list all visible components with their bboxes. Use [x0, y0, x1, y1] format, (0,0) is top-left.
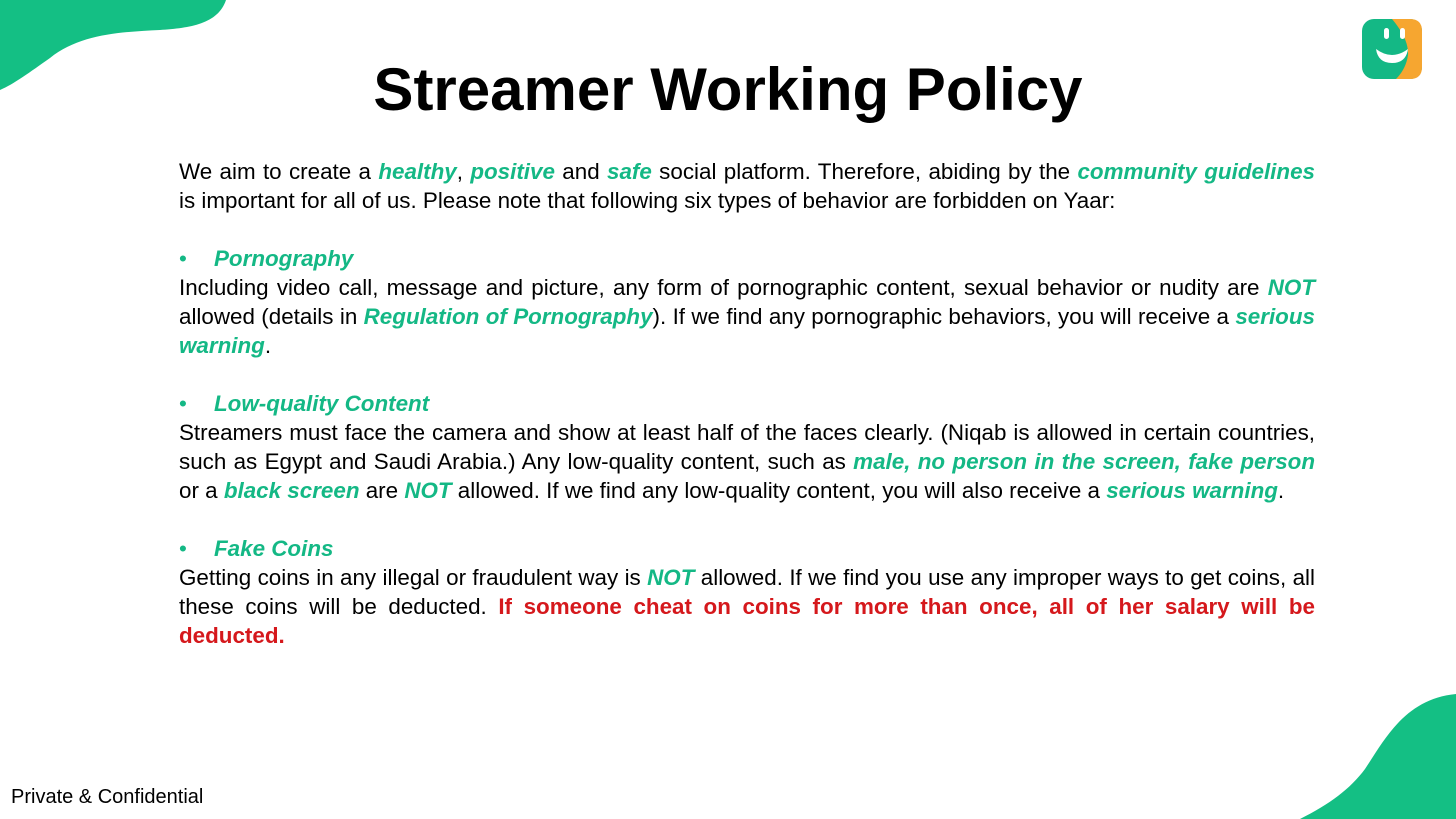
highlight-black-screen: black screen	[223, 478, 360, 503]
highlight-not: NOT	[1267, 275, 1315, 300]
body-text: are	[359, 478, 405, 503]
body-text: .	[264, 333, 272, 358]
intro-text: ,	[456, 159, 471, 184]
section-title: Fake Coins	[214, 536, 334, 561]
section-heading-low-quality	[179, 389, 1315, 418]
bullet: •	[179, 246, 187, 271]
page-title: Streamer Working Policy	[373, 56, 1083, 123]
confidentiality-footer: Private & Confidential	[11, 786, 204, 808]
body-text: allowed (details in	[179, 304, 364, 329]
bullet: •	[179, 391, 187, 416]
body-text: allowed. If we find any low-quality content, you will also receive a	[451, 478, 1107, 503]
section-body-low-quality	[179, 418, 1315, 505]
intro-text: social platform. Therefore, abiding by the	[651, 159, 1078, 184]
bullet: •	[179, 536, 187, 561]
intro-text: is important for all of us. Please note that following six types of behavior are forbidden on Yaar:	[179, 188, 1116, 213]
body-text: .	[1277, 478, 1285, 503]
section-heading-pornography	[179, 244, 1315, 273]
body-text: Including video call, message and picture, any form of pornographic content, sexual behavior or nudity are	[179, 275, 1268, 300]
highlight-community-guidelines: community guidelines	[1077, 159, 1315, 184]
section-title: Low-quality Content	[214, 391, 430, 416]
highlight-serious-warning: serious warning	[1106, 478, 1278, 503]
highlight-not: NOT	[404, 478, 452, 503]
highlight-positive: positive	[470, 159, 555, 184]
section-body-pornography	[179, 273, 1315, 360]
highlight-male: male	[853, 449, 905, 474]
body-text: ). If we find any pornographic behaviors, you will receive a	[652, 304, 1236, 329]
intro-text: and	[554, 159, 607, 184]
intro-text: We aim to create a	[179, 159, 379, 184]
body-text: allowed. If we find you use any improper ways to get coins, all these coins will be deducted.	[179, 565, 1315, 619]
decorative-blob-bottom-right	[1300, 694, 1456, 819]
highlight-safe: safe	[607, 159, 652, 184]
highlight-regulation-link: Regulation of Pornography	[363, 304, 653, 329]
highlight-serious-warning: serious warning	[179, 304, 1315, 358]
section-title: Pornography	[214, 246, 354, 271]
intro-paragraph	[179, 157, 1315, 215]
body-text: or a	[179, 478, 224, 503]
policy-content	[179, 157, 1315, 650]
salary-deduction-warning: If someone cheat on coins for more than once, all of her salary will be deducted.	[179, 594, 1315, 648]
body-text: Streamers must face the camera and show at least half of the faces clearly. (Niqab is allowed in certain countries, such as Egypt and Saudi Arabia.) Any low-quality content, such as	[179, 420, 1315, 474]
highlight-healthy: healthy	[378, 159, 457, 184]
highlight-no-person: no person in the screen, fake person	[917, 449, 1315, 474]
section-body-fake-coins	[179, 563, 1315, 650]
body-text: Getting coins in any illegal or fraudulent way is	[179, 565, 648, 590]
body-text: ,	[904, 449, 918, 474]
highlight-not: NOT	[647, 565, 695, 590]
section-heading-fake-coins	[179, 534, 1315, 563]
